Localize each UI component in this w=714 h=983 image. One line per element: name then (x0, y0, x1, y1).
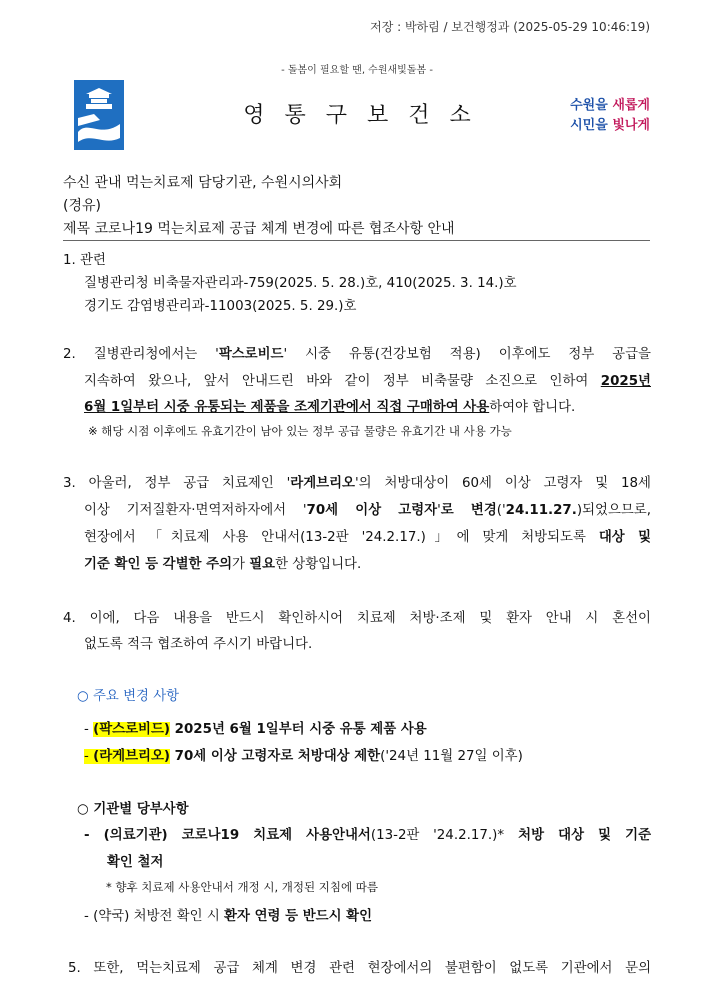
section-1-heading: 1. 관련 (63, 253, 106, 268)
section-2-note: ※ 해당 시점 이후에도 유효기간이 남아 있는 정부 공급 물량은 유효기간 내 사용 가능 (88, 424, 512, 438)
section-3-line-3: 현장에서 「치료제 사용 안내서(13-2판 '24.2.17.)」에 맞게 처방되도록 대상 및 (84, 530, 652, 545)
document-title: 영통구보건소 (243, 103, 491, 128)
section-4-line-2: 없도록 적극 협조하여 주시기 바랍니다. (84, 637, 313, 652)
change-item-paxlovid: - (팍스로비드) 2025년 6월 1일부터 시중 유통 제품 사용 (84, 722, 427, 737)
section-3-line-2: 이상 기저질환자·면역저하자에서 '70세 이상 고령자'로 변경('24.11.27.)되었으므로, (84, 503, 652, 518)
change-item-lagevrio: - (라게브리오) 70세 이상 고령자로 처방대상 제한('24년 11월 27일 이후) (84, 749, 523, 764)
section-5-line-1: 5. 또한, 먹는치료제 공급 체계 변경 관련 현장에서의 불편함이 없도록 기관에서 문의 (68, 961, 651, 976)
via: (경유) (63, 198, 101, 214)
section-3-line-1: 3. 아울러, 정부 공급 치료제인 '라게브리오'의 처방대상이 60세 이상 고령자 및 18세 (63, 476, 651, 491)
section-2-line-1: 2. 질병관리청에서는 '팍스로비드' 시중 유통(건강보험 적용) 이후에도 정부 공급을 (63, 347, 651, 362)
header-divider (63, 240, 650, 241)
agency-medical-line-1: - (의료기관) 코로나19 치료제 사용안내서(13-2판 '24.2.17.)* 처방 대상 및 기준 (84, 828, 652, 843)
section-1-ref-1: 질병관리청 비축물자관리과-759(2025. 5. 28.)호, 410(2025. 3. 14.)호 (84, 276, 517, 291)
subject: 제목 코로나19 먹는치료제 공급 체계 변경에 따른 협조사항 안내 (63, 221, 455, 237)
save-stamp: 저장 : 박하림 / 보건행정과 (2025-05-29 10:46:19) (370, 20, 650, 34)
agency-note: * 향후 치료제 사용안내서 개정 시, 개정된 지침에 따름 (106, 880, 378, 894)
slogan: - 돌봄이 필요할 땐, 수원새빛돌봄 - (281, 65, 433, 76)
section-2-line-2: 지속하여 왔으나, 앞서 안내드린 바와 같이 정부 비축물량 소진으로 인하여 2025년 (84, 374, 651, 389)
section-2-line-3: 6월 1일부터 시중 유통되는 제품을 조제기관에서 직접 구매하여 사용하여야 합니다. (84, 400, 576, 415)
agency-pharmacy: - (약국) 처방전 확인 시 환자 연령 등 반드시 확인 (84, 909, 373, 924)
section-4-line-1: 4. 이에, 다음 내용을 반드시 확인하시어 치료제 처방·조제 및 환자 안내 시 혼선이 (63, 611, 651, 626)
agency-heading: ○ 기관별 당부사항 (77, 802, 189, 817)
section-3-line-4: 기준 확인 등 각별한 주의가 필요한 상황입니다. (84, 557, 362, 572)
changes-heading: ○ 주요 변경 사항 (77, 689, 180, 704)
section-1-ref-2: 경기도 감염병관리과-11003(2025. 5. 29.)호 (84, 299, 357, 314)
recipient: 수신 관내 먹는치료제 담당기관, 수원시의사회 (63, 175, 343, 191)
city-slogan-logo: 수원을 새롭게 시민을 빛나게 (570, 98, 650, 133)
agency-medical-line-2: 확인 철저 (107, 855, 164, 870)
